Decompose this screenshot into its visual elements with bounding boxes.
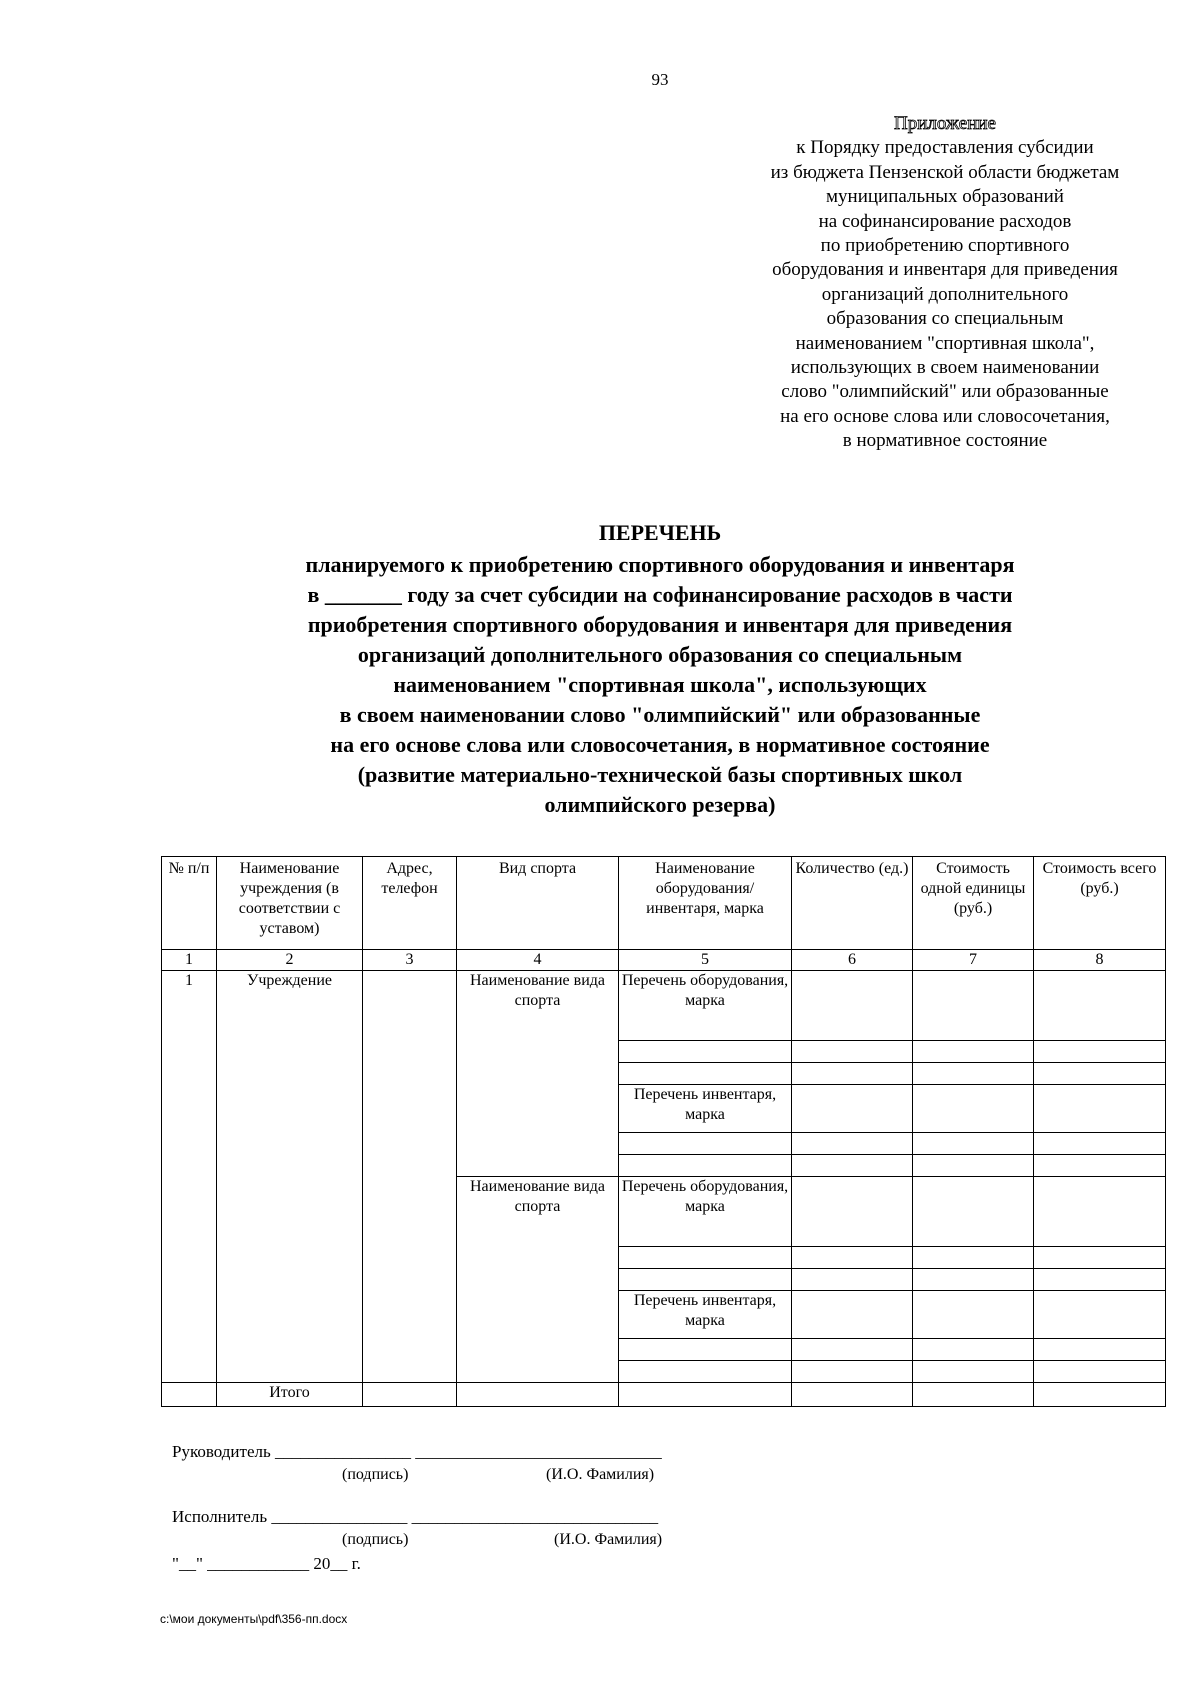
quantity-cell xyxy=(792,1269,913,1291)
unit-cost-cell xyxy=(913,1269,1034,1291)
table-row xyxy=(162,971,1166,1041)
total-number-cell xyxy=(162,1383,217,1407)
equipment-list-cell: Перечень оборудования, марка xyxy=(619,971,792,1041)
item-cell xyxy=(619,1361,792,1383)
equipment-table xyxy=(161,856,1166,1407)
document-title xyxy=(160,518,1160,820)
item-cell xyxy=(619,1063,792,1085)
total-cell xyxy=(619,1383,792,1407)
title-line: олимпийского резерва) xyxy=(544,792,776,817)
institution-cell: Учреждение xyxy=(217,971,363,1383)
table-header-row xyxy=(162,857,1166,950)
executor-name-caption: (И.О. Фамилия) xyxy=(554,1531,663,1548)
total-row xyxy=(162,1383,1166,1407)
column-number: 3 xyxy=(363,950,457,971)
total-cost-cell xyxy=(1034,1085,1166,1133)
total-cost-cell xyxy=(1034,1133,1166,1155)
appendix-heading: Приложение xyxy=(894,113,996,134)
total-cost-cell xyxy=(1034,1041,1166,1063)
item-cell xyxy=(619,1133,792,1155)
quantity-cell xyxy=(792,1133,913,1155)
appendix-line: наименованием "спортивная школа", xyxy=(795,332,1095,354)
total-cell xyxy=(1034,1383,1166,1407)
row-number: 1 xyxy=(162,971,217,1383)
unit-cost-cell xyxy=(913,1085,1034,1133)
appendix-block xyxy=(650,112,1200,454)
item-cell xyxy=(619,1339,792,1361)
title-line: (развитие материально-технической базы спортивных школ xyxy=(357,762,963,787)
quantity-cell xyxy=(792,1041,913,1063)
title-line: организаций дополнительного образования со специальным xyxy=(357,642,963,667)
total-cost-cell xyxy=(1034,1063,1166,1085)
appendix-line: организаций дополнительного xyxy=(821,283,1069,305)
unit-cost-cell xyxy=(913,1247,1034,1269)
total-cost-cell xyxy=(1034,1361,1166,1383)
sport-cell: Наименование вида спорта xyxy=(457,1177,619,1383)
executor-sign-caption: (подпись) xyxy=(342,1531,409,1548)
header-cell: Адрес, телефон xyxy=(363,857,457,950)
appendix-line: на софинансирование расходов xyxy=(818,210,1072,232)
title-line: наименованием "спортивная школа", использующих xyxy=(393,672,927,697)
file-path: c:\мои документы\pdf\356-пп.docx xyxy=(160,1612,348,1626)
appendix-line: образования со специальным xyxy=(826,308,1064,330)
header-cell: Вид спорта xyxy=(457,857,619,950)
quantity-cell xyxy=(792,1063,913,1085)
appendix-line: оборудования и инвентаря для приведения xyxy=(772,259,1118,281)
quantity-cell xyxy=(792,1155,913,1177)
total-cell xyxy=(457,1383,619,1407)
appendix-line: из бюджета Пензенской области бюджетам xyxy=(770,161,1120,183)
appendix-line: на его основе слова или словосочетания, xyxy=(780,405,1110,427)
header-cell: Стоимость одной единицы (руб.) xyxy=(913,857,1034,950)
unit-cost-cell xyxy=(913,1063,1034,1085)
title-line: планируемого к приобретению спортивного оборудования и инвентаря xyxy=(305,552,1015,577)
unit-cost-cell xyxy=(913,1177,1034,1247)
head-name-caption: (И.О. Фамилия) xyxy=(546,1466,655,1483)
appendix-line: использующих в своем наименовании xyxy=(790,357,1100,379)
total-label: Итого xyxy=(217,1383,363,1407)
quantity-cell xyxy=(792,1085,913,1133)
total-cost-cell xyxy=(1034,1339,1166,1361)
unit-cost-cell xyxy=(913,1155,1034,1177)
header-cell: Стоимость всего (руб.) xyxy=(1034,857,1166,950)
address-cell xyxy=(363,971,457,1383)
unit-cost-cell xyxy=(913,1291,1034,1339)
total-cost-cell xyxy=(1034,1155,1166,1177)
total-cell xyxy=(792,1383,913,1407)
total-cost-cell xyxy=(1034,1291,1166,1339)
total-cell xyxy=(363,1383,457,1407)
column-number: 5 xyxy=(619,950,792,971)
title-line: приобретения спортивного оборудования и инвентаря для приведения xyxy=(307,612,1013,637)
title-heading: ПЕРЕЧЕНЬ xyxy=(598,520,722,545)
unit-cost-cell xyxy=(913,1133,1034,1155)
item-cell xyxy=(619,1041,792,1063)
column-number: 4 xyxy=(457,950,619,971)
item-cell xyxy=(619,1269,792,1291)
executor-signature-line: Исполнитель ________________ _____________________________ xyxy=(172,1507,659,1526)
quantity-cell xyxy=(792,1291,913,1339)
header-cell: № п/п xyxy=(162,857,217,950)
total-cost-cell xyxy=(1034,1247,1166,1269)
unit-cost-cell xyxy=(913,1041,1034,1063)
quantity-cell xyxy=(792,1247,913,1269)
quantity-cell xyxy=(792,1177,913,1247)
total-cost-cell xyxy=(1034,1269,1166,1291)
appendix-line: муниципальных образований xyxy=(826,186,1064,208)
title-line: в _______ году за счет субсидии на софинансирование расходов в части xyxy=(307,582,1013,607)
total-cell xyxy=(913,1383,1034,1407)
column-number-row xyxy=(162,950,1166,971)
head-signature-line: Руководитель ________________ _____________________________ xyxy=(172,1442,662,1461)
column-number: 8 xyxy=(1034,950,1166,971)
column-number: 7 xyxy=(913,950,1034,971)
header-cell: Количество (ед.) xyxy=(792,857,913,950)
appendix-line: к Порядку предоставления субсидии xyxy=(796,137,1094,159)
unit-cost-cell xyxy=(913,1361,1034,1383)
header-cell: Наименование учреждения (в соответствии с уставом) xyxy=(217,857,363,950)
quantity-cell xyxy=(792,971,913,1041)
quantity-cell xyxy=(792,1361,913,1383)
head-sign-caption: (подпись) xyxy=(342,1466,409,1483)
title-line: в своем наименовании слово "олимпийский" или образованные xyxy=(339,702,981,727)
total-cost-cell xyxy=(1034,1177,1166,1247)
header-cell: Наименование оборудования/ инвентаря, марка xyxy=(619,857,792,950)
quantity-cell xyxy=(792,1339,913,1361)
unit-cost-cell xyxy=(913,971,1034,1041)
column-number: 1 xyxy=(162,950,217,971)
item-cell xyxy=(619,1247,792,1269)
unit-cost-cell xyxy=(913,1339,1034,1361)
inventory-list-cell: Перечень инвентаря, марка xyxy=(619,1085,792,1133)
inventory-list-cell: Перечень инвентаря, марка xyxy=(619,1291,792,1339)
appendix-line: по приобретению спортивного xyxy=(820,235,1070,257)
date-line: "__" ____________ 20__ г. xyxy=(172,1554,361,1573)
appendix-line: слово "олимпийский" или образованные xyxy=(781,381,1109,403)
sport-cell: Наименование вида спорта xyxy=(457,971,619,1177)
appendix-line: в нормативное состояние xyxy=(842,430,1048,452)
item-cell xyxy=(619,1155,792,1177)
equipment-list-cell: Перечень оборудования, марка xyxy=(619,1177,792,1247)
column-number: 2 xyxy=(217,950,363,971)
total-cost-cell xyxy=(1034,971,1166,1041)
title-line: на его основе слова или словосочетания, в нормативное состояние xyxy=(330,732,990,757)
column-number: 6 xyxy=(792,950,913,971)
page-number: 93 xyxy=(651,70,669,89)
